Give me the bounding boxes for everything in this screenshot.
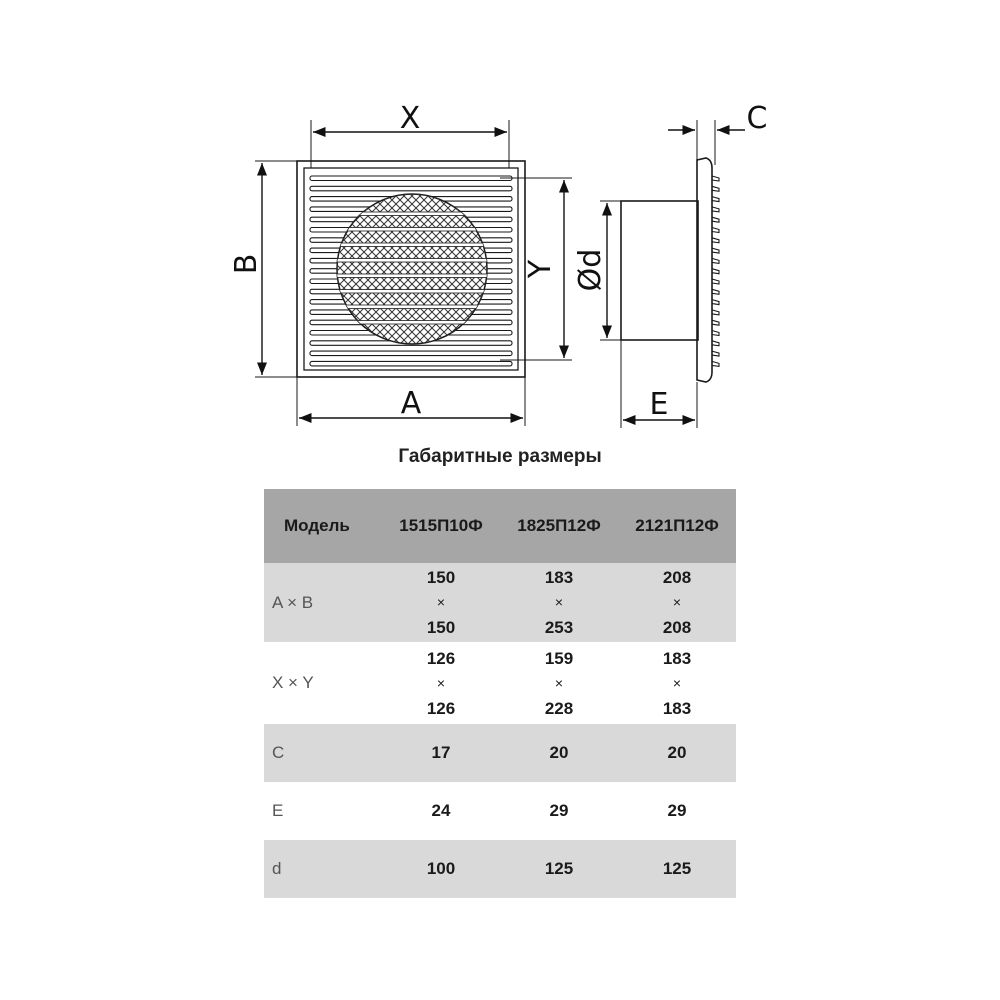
header-model-1: 1515П10Ф [399,516,483,535]
dimensions-table [264,489,736,898]
grille-slat [310,186,512,191]
grille-fin [712,176,719,181]
grille-slat [310,361,512,366]
cell-xy-1: 126 × 126 [426,648,456,718]
mesh-circle [335,194,490,344]
table-row-d [264,840,736,898]
row-label-ab: A × B [272,592,314,612]
label-y: Y [523,259,558,279]
grille-fin [712,320,719,325]
grille-slat [310,176,512,181]
side-view [573,101,767,428]
grille-fin [712,300,719,305]
table-title: Габаритные размеры [398,446,602,467]
cell-d-3: 125 [662,859,692,878]
grille-fin [712,351,719,356]
table-row-e [264,782,736,840]
mesh-bar [335,259,490,263]
spigot-body [621,201,698,340]
cell-c-3: 20 [667,743,687,762]
mesh-bar [335,274,490,278]
cell-ab-2: 183 × 253 [544,568,574,637]
grille-fin [712,238,719,243]
header-model-2: 1825П12Ф [517,516,601,535]
cell-c-2: 20 [549,743,569,762]
table-row-xy [264,642,736,724]
table-row-ab [264,563,736,642]
grille-fin [712,197,719,202]
grille-fin [712,258,719,263]
grille-fin [712,341,719,346]
mesh-bar [335,290,490,294]
grille-fin [712,269,719,274]
technical-drawing [0,0,1000,440]
label-b: B [229,253,264,275]
row-label-c: C [272,743,285,762]
label-x: X [399,101,421,136]
header-model-3: 2121П12Ф [635,516,719,535]
mesh-bar [335,305,490,309]
label-e: E [649,387,669,422]
grille-slat [310,351,512,356]
mesh-bar [335,243,490,247]
cell-c-1: 17 [431,743,451,762]
grille-fin [712,217,719,222]
cell-e-1: 24 [431,801,451,820]
cell-ab-1: 150 × 150 [426,568,456,637]
header-model: Модель [284,516,350,535]
grille-fins [712,176,719,366]
grille-fin [712,228,719,233]
cell-xy-3: 183 × 183 [662,648,692,718]
table-row-c [264,724,736,782]
grille-fin [712,310,719,315]
label-c: C [746,101,768,136]
cell-d-1: 100 [426,859,456,878]
row-label-e: E [272,801,284,820]
grille-fin [712,186,719,191]
front-view [229,101,572,426]
grille-fin [712,279,719,284]
label-d: Ød [573,248,608,292]
mesh-bar [335,228,490,232]
label-a: A [400,386,422,421]
grille-fin [712,331,719,336]
row-label-xy: X × Y [272,673,314,692]
grille-profile [697,158,712,382]
row-label-d: d [272,859,282,878]
table-header-row [264,489,736,563]
cell-d-2: 125 [544,859,574,878]
cell-ab-3: 208 × 208 [662,568,692,637]
mesh-bar [335,212,490,216]
cell-xy-2: 159 × 228 [544,648,574,718]
grille-fin [712,248,719,253]
grille-fin [712,207,719,212]
grille-fin [712,289,719,294]
grille-fin [712,361,719,366]
cell-e-3: 29 [667,801,687,820]
cell-e-2: 29 [549,801,569,820]
